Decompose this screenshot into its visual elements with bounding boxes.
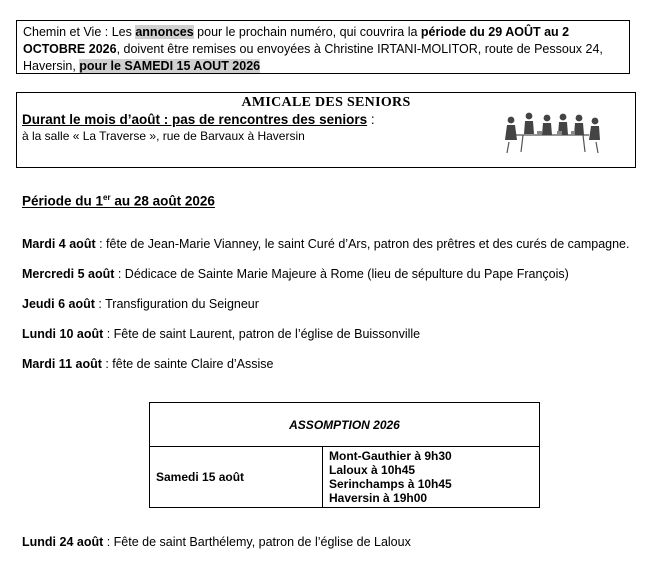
assumption-header: ASSOMPTION 2026	[150, 403, 540, 447]
entry-text: : fête de sainte Claire d’Assise	[101, 357, 274, 371]
notice-deadline: pour le SAMEDI 15 AOUT 2026	[79, 59, 261, 73]
chemin-et-vie-notice	[16, 20, 630, 74]
amicale-subtitle: Durant le mois d’août : pas de rencontres des seniors	[22, 112, 368, 127]
mass-time: Laloux à 10h45	[329, 463, 416, 477]
notice-text-1: Chemin et Vie : Les	[23, 25, 136, 39]
notice-text-2: pour le prochain numéro, qui couvrira la	[193, 25, 421, 39]
amicale-location: à la salle « La Traverse », rue de Barvaux à Haversin	[22, 129, 305, 143]
mass-time: Haversin à 19h00	[329, 491, 428, 505]
entry-date: Lundi 24 août	[22, 535, 104, 549]
period-heading	[22, 193, 215, 209]
entry-date: Mardi 11 août	[22, 357, 102, 371]
assumption-table	[149, 402, 540, 508]
list-item	[22, 357, 274, 371]
period-superscript: er	[103, 193, 111, 202]
period-suffix: au 28 août 2026	[110, 193, 215, 209]
list-item	[22, 237, 629, 251]
notice-period: période du 29 AOÛT au 2 OCTOBRE 2026	[23, 25, 570, 56]
entry-date: Lundi 10 août	[22, 327, 104, 341]
notice-highlight-annonces: annonces	[135, 25, 194, 39]
list-item	[22, 267, 569, 281]
amicale-title: AMICALE DES SENIORS	[241, 95, 411, 110]
entry-date: Mardi 4 août	[22, 237, 96, 251]
list-item	[22, 327, 420, 341]
entry-text: : fête de Jean-Marie Vianney, le saint Curé d’Ars, patron des prêtres et des curés de campagne.	[95, 237, 630, 251]
amicale-subtitle-suffix: :	[367, 112, 375, 127]
mass-time: Mont-Gauthier à 9h30	[329, 449, 452, 463]
seniors-gathering-clipart	[501, 108, 605, 156]
list-item	[22, 535, 411, 549]
entry-date: Mercredi 5 août	[22, 267, 115, 281]
notice-text-3: , doivent être remises ou envoyées à Christine IRTANI-MOLITOR, route de Pessoux 24, Haversin,	[23, 42, 603, 73]
entry-text: : Fête de saint Barthélemy, patron de l’église de Laloux	[103, 535, 411, 549]
assumption-day: Samedi 15 août	[150, 447, 323, 508]
entry-text: : Dédicace de Sainte Marie Majeure à Rome (lieu de sépulture du Pape François)	[114, 267, 569, 281]
list-item	[22, 297, 259, 311]
assumption-masses	[323, 447, 540, 508]
entry-text: : Transfiguration du Seigneur	[94, 297, 259, 311]
entry-text: : Fête de saint Laurent, patron de l’église de Buissonville	[103, 327, 421, 341]
period-prefix: Période du 1	[22, 193, 104, 209]
mass-time: Serinchamps à 10h45	[329, 477, 452, 491]
entry-date: Jeudi 6 août	[22, 297, 95, 311]
